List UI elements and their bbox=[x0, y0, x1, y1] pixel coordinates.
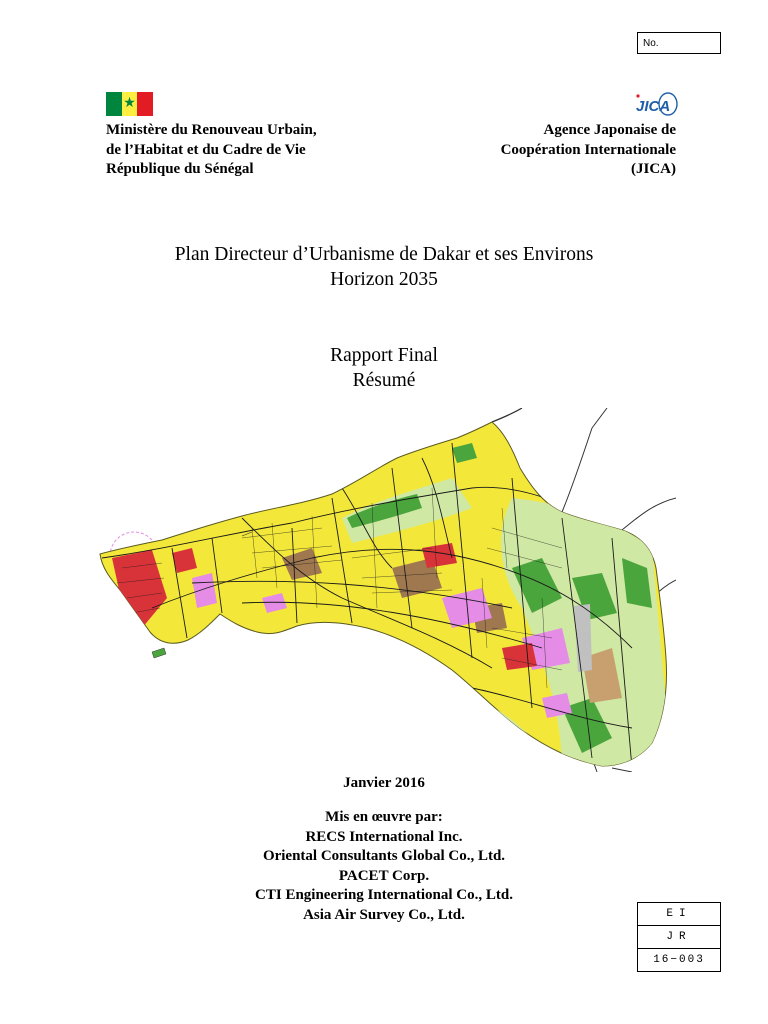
publication-date: Janvier 2016 bbox=[343, 775, 425, 791]
title-line-2: Horizon 2035 bbox=[330, 269, 438, 290]
ministry-line: République du Sénégal bbox=[106, 161, 254, 177]
report-code-row: EI bbox=[638, 903, 720, 926]
credits-company: Asia Air Survey Co., Ltd. bbox=[303, 906, 465, 923]
jica-logo-text: JICA bbox=[636, 98, 671, 115]
subtitle-line-2: Résumé bbox=[352, 370, 416, 391]
credits-company: CTI Engineering International Co., Ltd. bbox=[255, 887, 513, 903]
document-number-box bbox=[637, 32, 721, 54]
ministry-line: de l’Habitat et du Cadre de Vie bbox=[106, 141, 306, 158]
ministry-block bbox=[106, 121, 317, 180]
document-title bbox=[0, 242, 768, 292]
agency-block bbox=[501, 121, 676, 180]
land-use-map bbox=[92, 408, 676, 772]
subtitle-line-1: Rapport Final bbox=[330, 345, 438, 366]
title-line-1: Plan Directeur d’Urbanisme de Dakar et ses Environs bbox=[174, 244, 594, 265]
credits-company: PACET Corp. bbox=[338, 867, 430, 884]
document-subtitle bbox=[0, 343, 768, 393]
report-code-row: JR bbox=[638, 926, 720, 949]
credits-company: RECS International Inc. bbox=[305, 828, 463, 845]
agency-line: Coopération Internationale bbox=[500, 141, 676, 158]
agency-line: Agence Japonaise de bbox=[543, 122, 676, 138]
document-number-label: No. bbox=[643, 38, 659, 49]
report-code-row: 16−003 bbox=[653, 954, 705, 966]
jica-logo bbox=[634, 90, 678, 118]
flag-green-stripe bbox=[106, 92, 122, 116]
flag-yellow-stripe bbox=[122, 92, 138, 116]
agency-line: (JICA) bbox=[631, 161, 676, 177]
star-icon: ★ bbox=[123, 95, 136, 111]
flag-red-stripe bbox=[137, 92, 153, 116]
ministry-line: Ministère du Renouveau Urbain, bbox=[106, 122, 317, 138]
credits-intro: Mis en œuvre par: bbox=[325, 809, 443, 825]
credits-company: Oriental Consultants Global Co., Ltd. bbox=[262, 848, 506, 864]
report-code-box bbox=[637, 902, 721, 972]
senegal-flag-logo bbox=[106, 92, 153, 116]
